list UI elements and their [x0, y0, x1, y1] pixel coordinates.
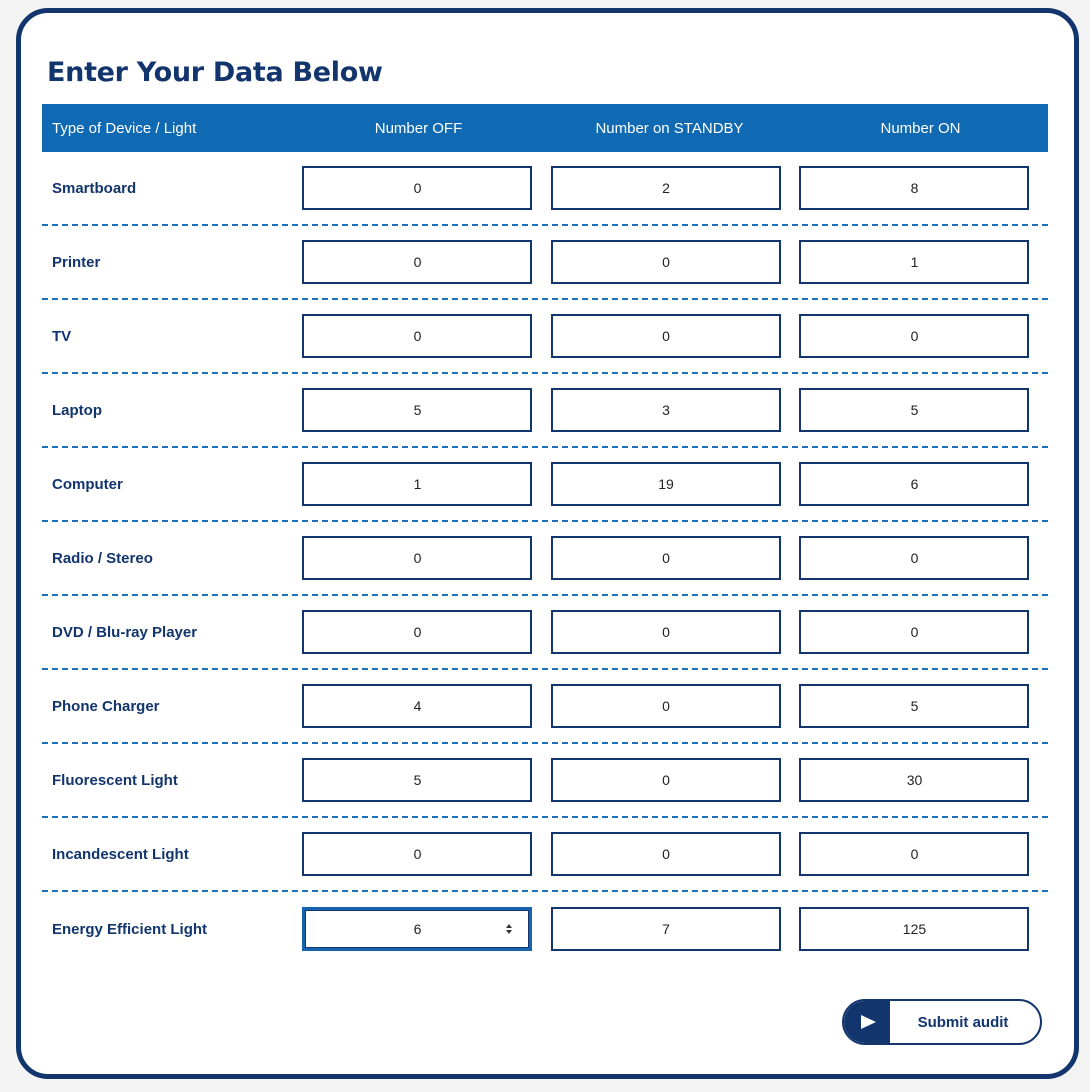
number-off-input[interactable] — [302, 610, 532, 654]
number-on-input[interactable] — [799, 610, 1029, 654]
table-row-printer — [42, 226, 1048, 300]
number-standby-input[interactable] — [551, 388, 781, 432]
table-header — [42, 104, 1048, 152]
column-header-off: Number OFF — [374, 119, 463, 137]
play-triangle-icon — [861, 1015, 876, 1029]
number-standby-input[interactable] — [551, 610, 781, 654]
number-standby-input[interactable] — [551, 684, 781, 728]
column-header-device: Type of Device / Light — [52, 119, 197, 137]
number-standby-input[interactable] — [551, 314, 781, 358]
table-row-laptop — [42, 374, 1048, 448]
number-standby-input[interactable] — [551, 166, 781, 210]
table-row-incandescent-light — [42, 818, 1048, 892]
device-table — [42, 104, 1048, 966]
number-spinner-icon[interactable] — [504, 922, 514, 936]
number-standby-input[interactable] — [551, 907, 781, 951]
number-standby-input[interactable] — [551, 758, 781, 802]
device-label: Smartboard — [52, 179, 137, 197]
number-on-input[interactable] — [799, 166, 1029, 210]
number-standby-input[interactable] — [551, 536, 781, 580]
number-off-input[interactable] — [302, 462, 532, 506]
column-header-standby: Number on STANDBY — [595, 119, 744, 137]
number-off-input[interactable] — [302, 758, 532, 802]
number-off-input[interactable] — [302, 388, 532, 432]
table-row-smartboard — [42, 152, 1048, 226]
number-standby-input[interactable] — [551, 462, 781, 506]
number-on-input[interactable] — [799, 536, 1029, 580]
number-on-input[interactable] — [799, 314, 1029, 358]
number-standby-input[interactable] — [551, 240, 781, 284]
submit-audit-label: Submit audit — [917, 1013, 1009, 1031]
number-off-input[interactable] — [302, 166, 532, 210]
number-off-input[interactable] — [302, 832, 532, 876]
page-title: Enter Your Data Below — [47, 57, 383, 88]
number-on-input[interactable] — [799, 907, 1029, 951]
device-label: Incandescent Light — [52, 845, 189, 863]
table-row-phone-charger — [42, 670, 1048, 744]
number-on-input[interactable] — [799, 758, 1029, 802]
number-off-input[interactable] — [302, 907, 532, 951]
device-label: Laptop — [52, 401, 102, 419]
data-entry-card — [16, 8, 1079, 1079]
device-label: Computer — [52, 475, 123, 493]
device-label: Printer — [52, 253, 101, 271]
submit-audit-button[interactable] — [842, 999, 1042, 1045]
table-row-energy-efficient-light — [42, 892, 1048, 966]
number-off-input[interactable] — [302, 314, 532, 358]
number-on-input[interactable] — [799, 462, 1029, 506]
table-row-computer — [42, 448, 1048, 522]
number-off-input[interactable] — [302, 536, 532, 580]
number-on-input[interactable] — [799, 832, 1029, 876]
spinner-up-arrow-icon[interactable] — [506, 924, 512, 928]
device-label: DVD / Blu-ray Player — [52, 623, 198, 641]
device-label: Energy Efficient Light — [52, 920, 208, 938]
number-on-input[interactable] — [799, 684, 1029, 728]
table-row-radio-stereo — [42, 522, 1048, 596]
device-label: Phone Charger — [52, 697, 160, 715]
number-off-input[interactable] — [302, 684, 532, 728]
device-label: Fluorescent Light — [52, 771, 178, 789]
number-off-input[interactable] — [302, 240, 532, 284]
play-icon — [842, 999, 890, 1045]
device-label: TV — [52, 327, 72, 345]
number-standby-input[interactable] — [551, 832, 781, 876]
table-row-tv — [42, 300, 1048, 374]
table-row-dvd-player — [42, 596, 1048, 670]
device-label: Radio / Stereo — [52, 549, 153, 567]
spinner-down-arrow-icon[interactable] — [506, 930, 512, 934]
column-header-on: Number ON — [880, 119, 961, 137]
number-on-input[interactable] — [799, 240, 1029, 284]
number-on-input[interactable] — [799, 388, 1029, 432]
table-row-fluorescent-light — [42, 744, 1048, 818]
